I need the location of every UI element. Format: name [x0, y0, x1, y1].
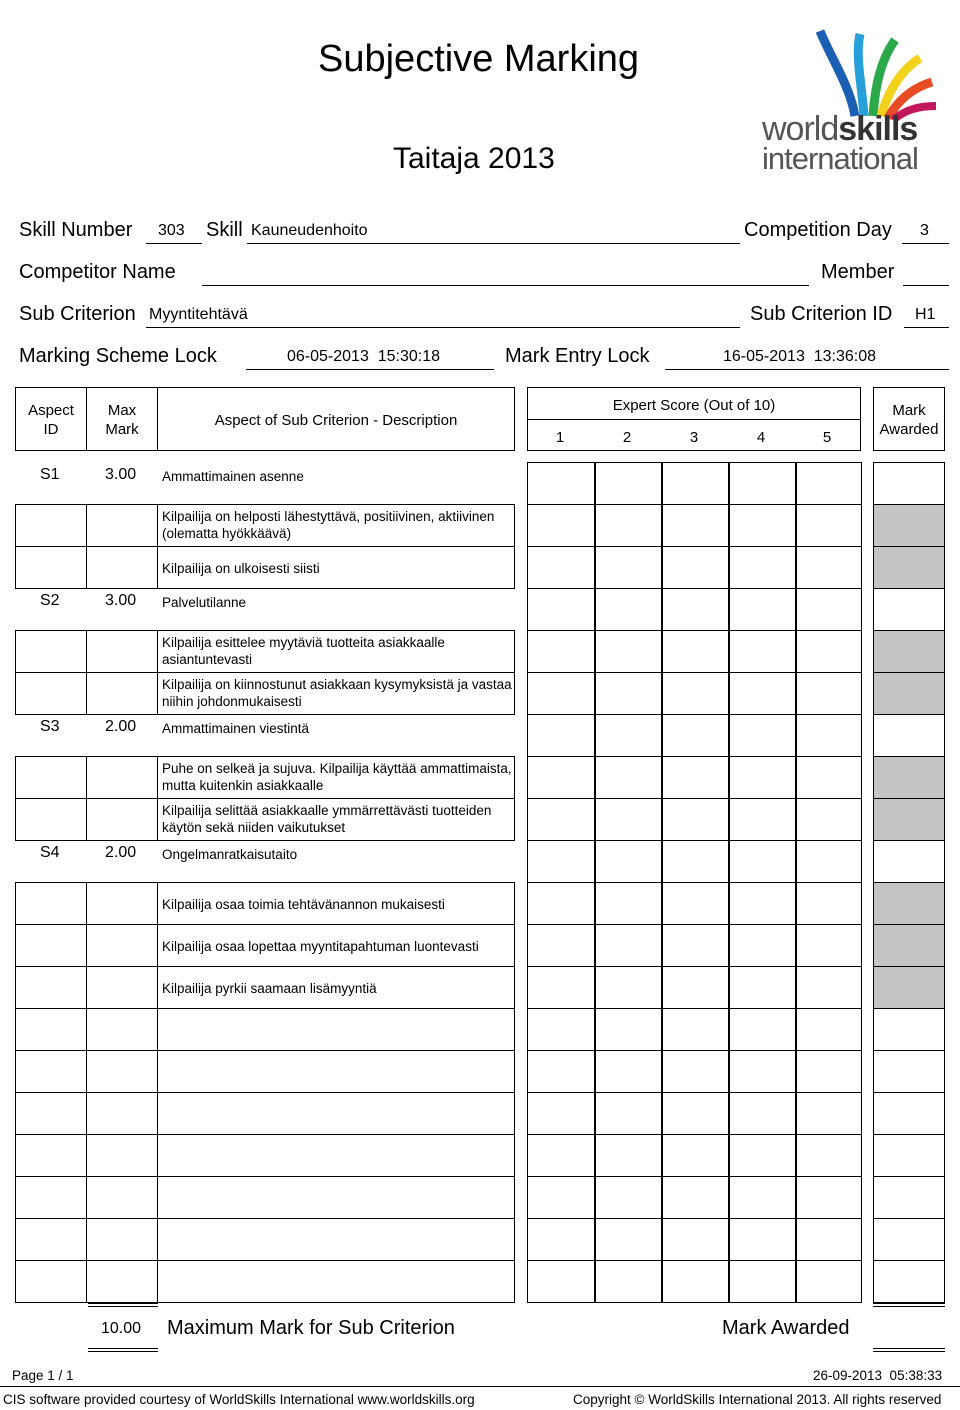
expert-score-2-cell[interactable] — [594, 504, 663, 547]
expert-score-4-cell[interactable] — [728, 1260, 797, 1303]
aspect-id-cell — [15, 1008, 87, 1051]
expert-score-4-cell[interactable] — [728, 546, 797, 589]
mark-awarded-cell[interactable] — [873, 1218, 945, 1261]
expert-score-2-cell[interactable] — [594, 882, 663, 925]
mark-awarded-cell[interactable] — [873, 462, 945, 505]
aspect-title: Ongelmanratkaisutaito — [162, 847, 298, 862]
max-mark-cell — [86, 504, 158, 547]
expert-score-2-cell[interactable] — [594, 672, 663, 715]
competition-day-label: Competition Day — [744, 219, 892, 241]
max-mark: 2.00 — [105, 844, 137, 861]
mark-awarded-cell[interactable] — [873, 588, 945, 631]
mark-awarded-cell — [873, 504, 945, 547]
expert-score-5-cell[interactable] — [795, 1092, 862, 1135]
expert-score-1-cell[interactable] — [527, 1218, 596, 1261]
skill-value: Kauneudenhoito — [251, 222, 368, 239]
expert-score-1-cell — [527, 588, 596, 631]
sub-aspect-text: Puhe on selkeä ja sujuva. Kilpailija käyttää ammattimaista, mutta kuitenkin asiakkaalle — [162, 761, 512, 793]
expert-score-1-cell[interactable] — [527, 924, 596, 967]
max-mark-cell — [86, 966, 158, 1009]
expert-score-3-cell — [661, 588, 730, 631]
aspect-id: S1 — [40, 466, 60, 483]
expert-score-5-cell — [795, 588, 862, 631]
expert-score-2-cell[interactable] — [594, 924, 663, 967]
expert-score-3-cell[interactable] — [661, 924, 730, 967]
aspect-id-cell — [15, 546, 87, 589]
mark-awarded-cell[interactable] — [873, 1008, 945, 1051]
header-mark-awarded-label: Mark Awarded — [879, 402, 939, 438]
max-total-value: 10.00 — [101, 1320, 142, 1337]
expert-score-1-cell[interactable] — [527, 966, 596, 1009]
max-mark: 3.00 — [105, 592, 137, 609]
expert-score-1-cell[interactable] — [527, 1008, 596, 1051]
expert-score-2-cell[interactable] — [594, 1176, 663, 1219]
score-col-1: 1 — [555, 429, 565, 446]
sub-aspect-text: Kilpailija osaa toimia tehtävänannon mukaisesti — [162, 897, 445, 912]
expert-score-2-cell — [594, 714, 663, 757]
expert-score-3-cell[interactable] — [661, 1008, 730, 1051]
expert-score-3-cell[interactable] — [661, 1176, 730, 1219]
expert-score-3-cell[interactable] — [661, 1050, 730, 1093]
expert-score-5-cell[interactable] — [795, 924, 862, 967]
mark-awarded-cell — [873, 546, 945, 589]
courtesy-text: CIS software provided courtesy of WorldSkills International www.worldskills.org — [3, 1392, 475, 1407]
expert-score-2-cell — [594, 588, 663, 631]
mark-awarded-cell — [873, 924, 945, 967]
marking-scheme-lock-value: 06-05-2013 15:30:18 — [287, 348, 441, 365]
expert-score-4-cell[interactable] — [728, 1092, 797, 1135]
mark-awarded-total-label: Mark Awarded — [722, 1317, 850, 1339]
aspect-id-cell — [15, 1092, 87, 1135]
sub-criterion-label: Sub Criterion — [19, 303, 136, 325]
description-cell — [157, 1218, 515, 1261]
max-mark-cell — [86, 1092, 158, 1135]
logo-text-world: world — [762, 110, 839, 148]
expert-score-1-cell[interactable] — [527, 798, 596, 841]
aspect-title: Ammattimainen asenne — [162, 469, 304, 484]
score-col-3: 3 — [689, 429, 699, 446]
expert-score-2-cell — [594, 840, 663, 883]
member-label: Member — [821, 261, 895, 283]
expert-score-5-cell — [795, 714, 862, 757]
logo-text-skills: skills — [838, 110, 918, 148]
header-aspect-id-label: Aspect ID — [28, 402, 74, 438]
score-col-5: 5 — [822, 429, 832, 446]
expert-score-1-cell[interactable] — [527, 672, 596, 715]
expert-score-4-cell[interactable] — [728, 882, 797, 925]
sub-criterion-id-value: H1 — [915, 306, 936, 323]
sub-aspect-text: Kilpailija on ulkoisesti siisti — [162, 561, 320, 576]
max-mark-cell — [86, 756, 158, 799]
expert-score-2-cell[interactable] — [594, 1218, 663, 1261]
expert-score-1-cell[interactable] — [527, 882, 596, 925]
mark-awarded-cell[interactable] — [873, 1260, 945, 1303]
expert-score-3-cell[interactable] — [661, 966, 730, 1009]
expert-score-4-cell — [728, 840, 797, 883]
max-mark-cell — [86, 882, 158, 925]
expert-score-2-cell[interactable] — [594, 966, 663, 1009]
max-mark-cell — [86, 1218, 158, 1261]
expert-score-2-cell[interactable] — [594, 630, 663, 673]
expert-score-4-cell[interactable] — [728, 672, 797, 715]
expert-score-4-cell — [728, 588, 797, 631]
sub-aspect-text: Kilpailija esittelee myytäviä tuotteita asiakkaalle asiantuntevasti — [162, 635, 445, 667]
expert-score-1-cell[interactable] — [527, 1134, 596, 1177]
description-cell — [157, 1092, 515, 1135]
expert-score-1-cell[interactable] — [527, 546, 596, 589]
expert-score-5-cell[interactable] — [795, 798, 862, 841]
aspect-id-cell — [15, 504, 87, 547]
header-description-label: Aspect of Sub Criterion - Description — [214, 412, 458, 429]
expert-score-3-cell[interactable] — [661, 1134, 730, 1177]
aspect-id-cell — [15, 966, 87, 1009]
expert-score-5-cell[interactable] — [795, 1260, 862, 1303]
sub-criterion-id-label: Sub Criterion ID — [750, 303, 893, 325]
expert-score-5-cell[interactable] — [795, 882, 862, 925]
description-cell — [157, 1260, 515, 1303]
expert-score-4-cell[interactable] — [728, 1050, 797, 1093]
sub-criterion-value: Myyntitehtävä — [149, 306, 248, 323]
max-mark-cell — [86, 1176, 158, 1219]
expert-score-2-cell[interactable] — [594, 546, 663, 589]
max-total-label: Maximum Mark for Sub Criterion — [167, 1317, 455, 1339]
expert-score-1-cell[interactable] — [527, 1050, 596, 1093]
sub-aspect-text: Kilpailija on kiinnostunut asiakkaan kysymyksistä ja vastaa niihin johdonmukaisesti — [162, 677, 512, 709]
expert-score-3-cell[interactable] — [661, 504, 730, 547]
max-mark-cell — [86, 1008, 158, 1051]
expert-score-4-cell[interactable] — [728, 1176, 797, 1219]
aspect-id-cell — [15, 1050, 87, 1093]
mark-entry-lock-value: 16-05-2013 13:36:08 — [723, 348, 877, 365]
max-mark-cell — [86, 1134, 158, 1177]
worldskills-ribbon-icon — [760, 26, 940, 121]
expert-score-2-cell[interactable] — [594, 1050, 663, 1093]
expert-score-5-cell[interactable] — [795, 966, 862, 1009]
max-mark-cell — [86, 546, 158, 589]
expert-score-1-cell[interactable] — [527, 1092, 596, 1135]
expert-score-4-cell[interactable] — [728, 1134, 797, 1177]
header-expert-score-label: Expert Score (Out of 10) — [612, 397, 776, 414]
expert-score-4-cell[interactable] — [728, 756, 797, 799]
mark-awarded-cell[interactable] — [873, 1176, 945, 1219]
aspect-id-cell — [15, 756, 87, 799]
aspect-title: Ammattimainen viestintä — [162, 721, 310, 736]
expert-score-4-cell[interactable] — [728, 630, 797, 673]
expert-score-1-cell — [527, 462, 596, 505]
expert-score-3-cell[interactable] — [661, 1260, 730, 1303]
max-mark-cell — [86, 1050, 158, 1093]
marking-scheme-lock-label: Marking Scheme Lock — [19, 345, 217, 367]
max-mark-cell — [86, 630, 158, 673]
aspect-id: S2 — [40, 592, 60, 609]
sub-aspect-text: Kilpailija osaa lopettaa myyntitapahtuman luontevasti — [162, 939, 479, 954]
mark-awarded-cell — [873, 630, 945, 673]
description-cell — [157, 1050, 515, 1093]
aspect-id-cell — [15, 924, 87, 967]
aspect-id-cell — [15, 672, 87, 715]
expert-score-5-cell[interactable] — [795, 672, 862, 715]
expert-score-1-cell[interactable] — [527, 756, 596, 799]
expert-score-4-cell — [728, 462, 797, 505]
mark-awarded-cell[interactable] — [873, 714, 945, 757]
mark-awarded-cell — [873, 756, 945, 799]
score-col-2: 2 — [622, 429, 632, 446]
expert-score-1-cell — [527, 714, 596, 757]
mark-awarded-cell — [873, 672, 945, 715]
expert-score-4-cell[interactable] — [728, 798, 797, 841]
sub-aspect-text: Kilpailija on helposti lähestyttävä, positiivinen, aktiivinen (olematta hyökkäävä) — [162, 509, 495, 541]
mark-entry-lock-label: Mark Entry Lock — [505, 345, 650, 367]
mark-awarded-cell — [873, 966, 945, 1009]
expert-score-3-cell[interactable] — [661, 756, 730, 799]
expert-score-5-cell[interactable] — [795, 1008, 862, 1051]
header-max-mark-label: Max Mark — [105, 402, 139, 438]
expert-score-1-cell — [527, 840, 596, 883]
aspect-id-cell — [15, 882, 87, 925]
competitor-name-label: Competitor Name — [19, 261, 176, 283]
competition-day-value: 3 — [920, 222, 929, 239]
score-col-4: 4 — [756, 429, 766, 446]
expert-score-5-cell[interactable] — [795, 1134, 862, 1177]
expert-score-2-cell — [594, 462, 663, 505]
expert-score-4-cell[interactable] — [728, 1008, 797, 1051]
mark-awarded-cell[interactable] — [873, 1050, 945, 1093]
description-cell — [157, 1176, 515, 1219]
logo-text-international: international — [762, 141, 918, 176]
max-mark-cell — [86, 672, 158, 715]
expert-score-1-cell[interactable] — [527, 1176, 596, 1219]
expert-score-3-cell — [661, 840, 730, 883]
skill-number-label: Skill Number — [19, 219, 133, 241]
aspect-id-cell — [15, 630, 87, 673]
max-mark-cell — [86, 924, 158, 967]
expert-score-4-cell[interactable] — [728, 924, 797, 967]
aspect-id: S4 — [40, 844, 60, 861]
max-mark: 2.00 — [105, 718, 137, 735]
expert-score-5-cell[interactable] — [795, 630, 862, 673]
expert-score-5-cell[interactable] — [795, 756, 862, 799]
mark-awarded-cell[interactable] — [873, 1134, 945, 1177]
expert-score-1-cell[interactable] — [527, 630, 596, 673]
mark-awarded-cell — [873, 882, 945, 925]
aspect-title: Palvelutilanne — [162, 595, 247, 610]
expert-score-4-cell[interactable] — [728, 1218, 797, 1261]
expert-score-2-cell[interactable] — [594, 1092, 663, 1135]
mark-awarded-cell[interactable] — [873, 1092, 945, 1135]
expert-score-3-cell[interactable] — [661, 1218, 730, 1261]
page-title: Subjective Marking — [318, 38, 640, 80]
expert-score-4-cell[interactable] — [728, 966, 797, 1009]
expert-score-5-cell[interactable] — [795, 546, 862, 589]
aspect-id: S3 — [40, 718, 60, 735]
worldskills-logo — [760, 26, 940, 176]
mark-awarded-cell[interactable] — [873, 840, 945, 883]
aspect-id-cell — [15, 1218, 87, 1261]
expert-score-5-cell — [795, 462, 862, 505]
max-mark: 3.00 — [105, 466, 137, 483]
expert-score-3-cell[interactable] — [661, 882, 730, 925]
aspect-id-cell — [15, 1134, 87, 1177]
expert-score-2-cell[interactable] — [594, 1260, 663, 1303]
aspect-id-cell — [15, 1176, 87, 1219]
expert-score-5-cell[interactable] — [795, 1176, 862, 1219]
max-mark-cell — [86, 1260, 158, 1303]
expert-score-3-cell[interactable] — [661, 630, 730, 673]
max-mark-cell — [86, 798, 158, 841]
expert-score-2-cell[interactable] — [594, 756, 663, 799]
expert-score-5-cell — [795, 840, 862, 883]
event-name: Taitaja 2013 — [393, 142, 555, 175]
expert-score-1-cell[interactable] — [527, 504, 596, 547]
expert-score-2-cell[interactable] — [594, 1008, 663, 1051]
aspect-id-cell — [15, 798, 87, 841]
skill-label: Skill — [206, 219, 243, 241]
sub-aspect-text: Kilpailija pyrkii saamaan lisämyyntiä — [162, 981, 377, 996]
description-cell — [157, 1008, 515, 1051]
expert-score-2-cell[interactable] — [594, 798, 663, 841]
expert-score-3-cell[interactable] — [661, 546, 730, 589]
page-number: Page 1 / 1 — [12, 1368, 74, 1383]
expert-score-5-cell[interactable] — [795, 1050, 862, 1093]
expert-score-5-cell[interactable] — [795, 504, 862, 547]
expert-score-2-cell[interactable] — [594, 1134, 663, 1177]
printed-timestamp: 26-09-2013 05:38:33 — [813, 1368, 943, 1383]
description-cell — [157, 1134, 515, 1177]
expert-score-3-cell — [661, 714, 730, 757]
mark-awarded-cell — [873, 798, 945, 841]
expert-score-4-cell[interactable] — [728, 504, 797, 547]
copyright-text: Copyright © WorldSkills International 2013. All rights reserved — [573, 1392, 942, 1407]
aspect-id-cell — [15, 1260, 87, 1303]
expert-score-4-cell — [728, 714, 797, 757]
expert-score-3-cell[interactable] — [661, 1092, 730, 1135]
mark-awarded-total-value[interactable] — [873, 1310, 945, 1344]
expert-score-5-cell[interactable] — [795, 1218, 862, 1261]
skill-number-value: 303 — [158, 222, 185, 239]
expert-score-3-cell[interactable] — [661, 672, 730, 715]
expert-score-3-cell — [661, 462, 730, 505]
sub-aspect-text: Kilpailija selittää asiakkaalle ymmärrettävästi tuotteiden käytön sekä niiden vaikutukset — [162, 803, 492, 835]
expert-score-1-cell[interactable] — [527, 1260, 596, 1303]
expert-score-3-cell[interactable] — [661, 798, 730, 841]
